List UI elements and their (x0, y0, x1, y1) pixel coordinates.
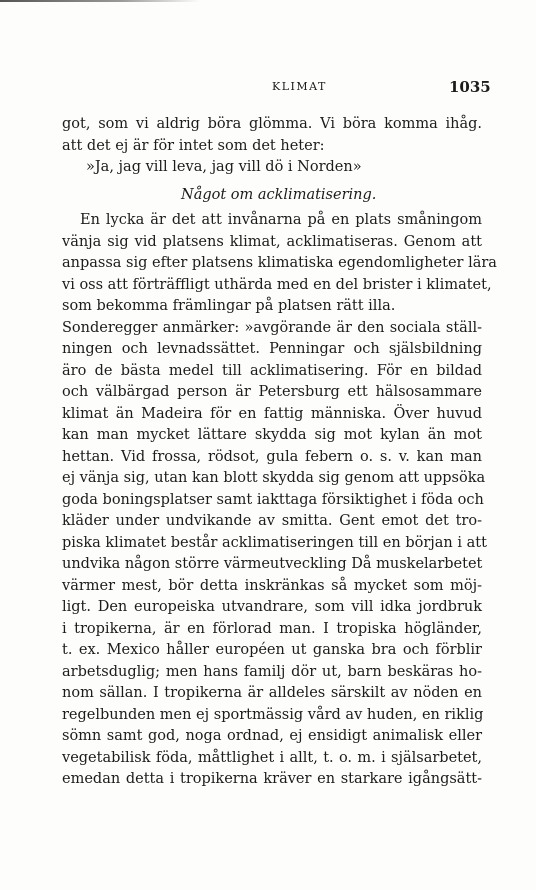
section-heading (62, 185, 482, 207)
text-line: arbetsduglig; men hans familj dör ut, barn beskäras ho- (62, 663, 482, 680)
running-head (0, 78, 536, 98)
text-line: och välbärgad person är Petersburg ett hälsosammare (62, 384, 482, 400)
text-line: sömn samt god, noga ordnad, ej ensidigt animalisk eller (62, 728, 482, 744)
text-line: t. ex. Mexico håller européen ut ganska bra och förblir (62, 642, 482, 658)
text-line: En lycka är det att invånarna på en plats småningom (80, 212, 482, 228)
text-line: värmer mest, bör detta inskränkas så mycket som möj- (62, 577, 482, 594)
quote-line: »Ja, jag vill leva, jag vill dö i Norden» (86, 159, 362, 175)
text-line: kan man mycket lättare skydda sig mot kylan än mot (62, 427, 482, 443)
text-line: emedan detta i tropikerna kräver en starkare igångsätt- (62, 771, 482, 787)
text-line: ningen och levnadssättet. Penningar och själsbildning (62, 341, 482, 357)
body-text (62, 114, 497, 791)
text-line: hettan. Vid frossa, rödsot, gula febern o. s. v. kan man (62, 448, 482, 465)
text-line: i tropikerna, är en förlorad man. I tropiska högländer, (62, 620, 482, 637)
text-line: vi oss att förträffligt uthärda med en del brister i klimatet, (62, 276, 492, 293)
text-line: piska klimatet består acklimatiseringen till en början i att (62, 534, 487, 551)
text-line: ej vänja sig, utan kan blott skydda sig genom att uppsöka (62, 470, 486, 486)
text-line: klimat än Madeira för en fattig människa. Över huvud (62, 405, 482, 422)
text-line: nom sällan. I tropikerna är alldeles särskilt av nöden en (62, 685, 482, 701)
text-line: äro de bästa medel till acklimatisering. För en bildad (62, 362, 482, 379)
text-line: vegetabilisk föda, måttlighet i allt, t. o. m. i själsarbetet, (62, 749, 482, 766)
text-line: undvika någon större värmeutveckling Då muskelarbetet (62, 556, 483, 572)
text-line: got, som vi aldrig böra glömma. Vi böra komma ihåg. (62, 116, 482, 132)
top-rule (0, 0, 200, 2)
text-line: anpassa sig efter platsens klimatiska egendomligheter lära (62, 255, 497, 271)
page-number: 1035 (449, 78, 491, 96)
text-line: som bekomma främlingar på platsen rätt illa. (62, 298, 396, 314)
text-line: Sonderegger anmärker: »avgörande är den sociala ställ- (62, 319, 482, 336)
text-line: kläder under undvikande av smitta. Gent emot det tro- (62, 513, 482, 529)
text-line: vänja sig vid platsens klimat, acklimatiseras. Genom att (62, 233, 482, 250)
section-heading-text: Något om acklimatisering. (181, 186, 377, 203)
text-line: att det ej är för intet som det heter: (62, 137, 325, 154)
running-title: KLIMAT (272, 80, 327, 93)
text-line: ligt. Den europeiska utvandrare, som vill idka jordbruk (62, 599, 482, 615)
text-line: regelbunden men ej sportmässig vård av huden, en riklig (62, 706, 484, 723)
text-line: goda boningsplatser samt iakttaga försiktighet i föda och (62, 491, 484, 508)
